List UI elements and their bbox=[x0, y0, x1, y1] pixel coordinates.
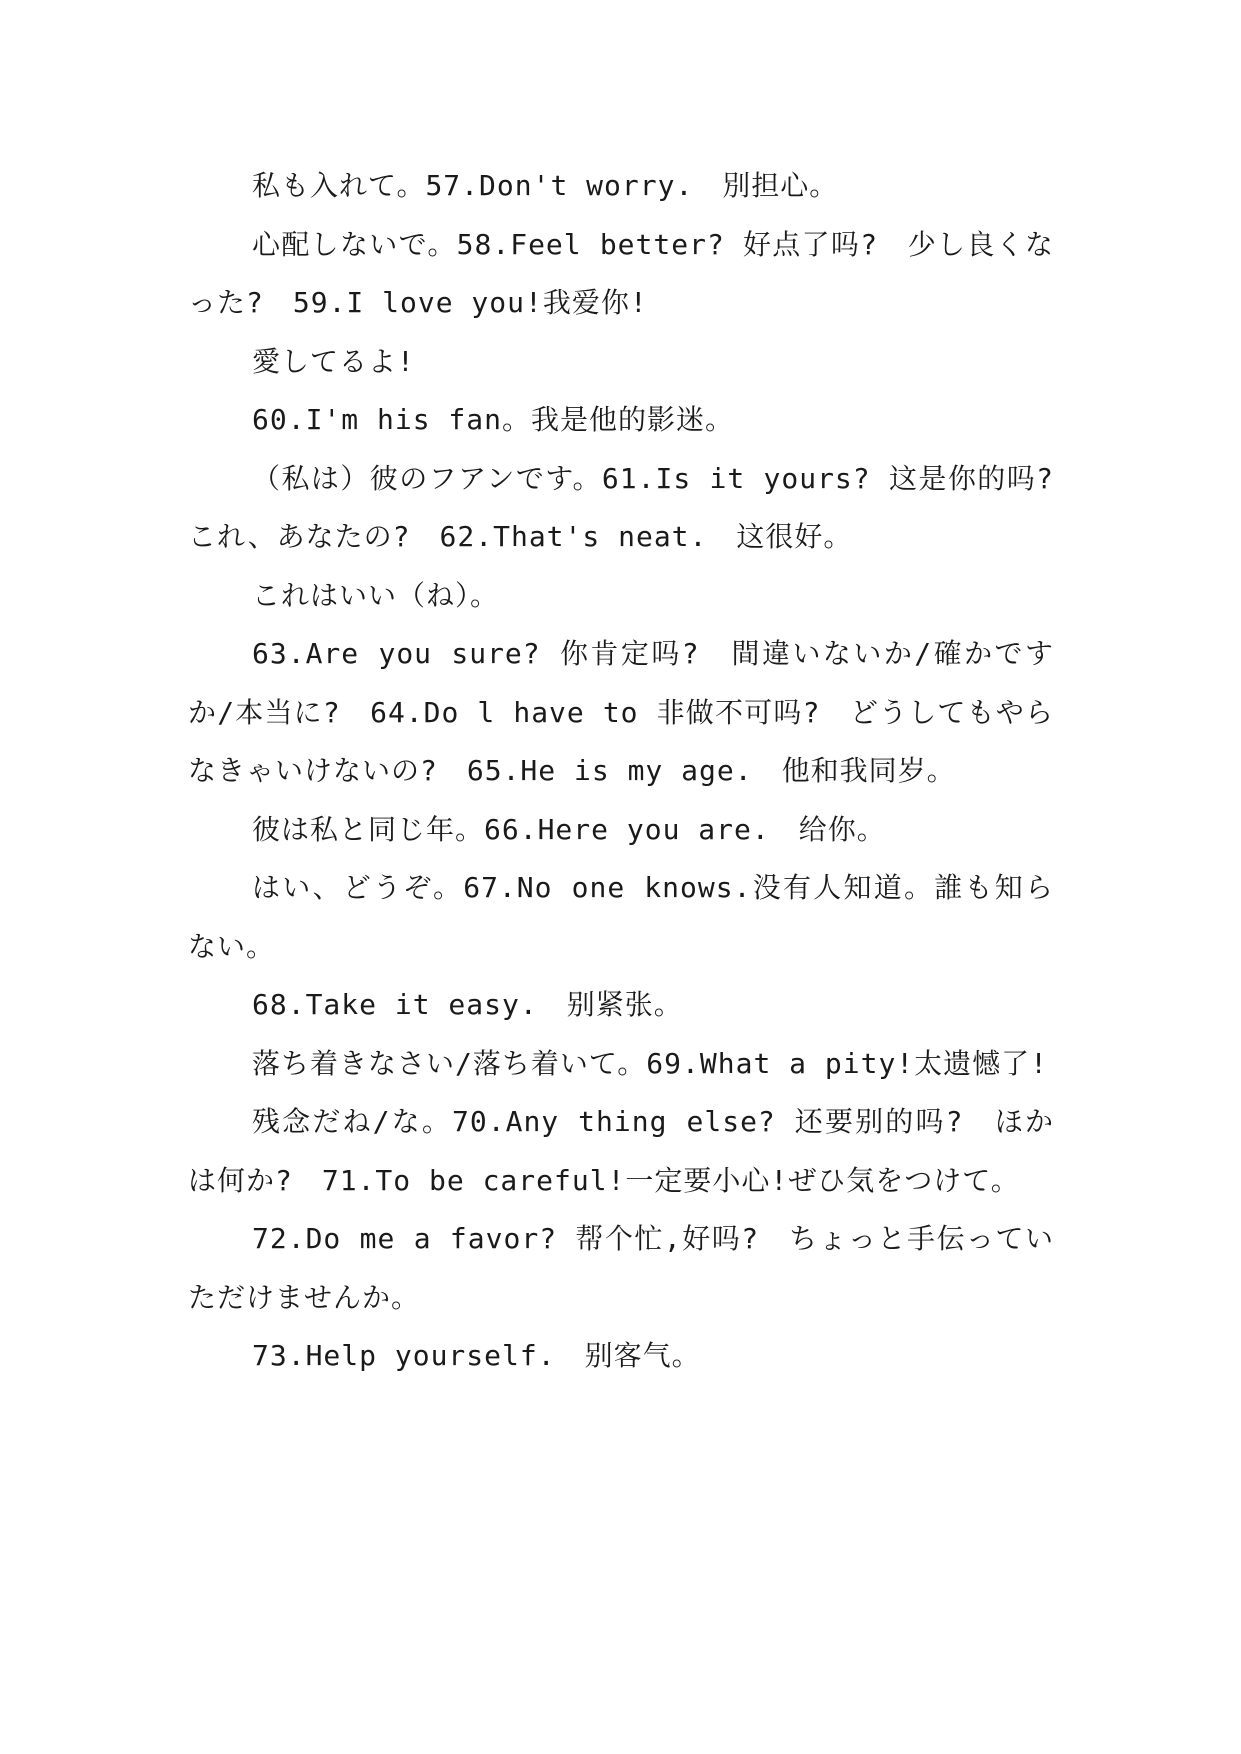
paragraph: 68.Take it easy. 别紧张。 bbox=[252, 988, 683, 1021]
paragraph: これはいい（ね）。 bbox=[252, 578, 500, 612]
paragraph: 心配しないで。58.Feel better? 好点了吗? 少し良くなった? 59.I love you!我爱你! bbox=[188, 227, 1054, 319]
paragraph: 60.I'm his fan。我是他的影迷。 bbox=[252, 403, 735, 436]
paragraph: 落ち着きなさい/落ち着いて。69.What a pity!太遗憾了! bbox=[252, 1046, 1049, 1080]
paragraph: 72.Do me a favor? 帮个忙,好吗? ちょっと手伝っていただけませんか。 bbox=[188, 1222, 1054, 1314]
paragraph: はい、どうぞ。67.No one knows.没有人知道。誰も知らない。 bbox=[188, 871, 1054, 963]
paragraph: （私は）彼のフアンです。61.Is it yours? 这是你的吗? これ、あなたの? 62.That's neat. 这很好。 bbox=[188, 461, 1084, 553]
paragraph: 彼は私と同じ年。66.Here you are. 给你。 bbox=[252, 812, 886, 846]
paragraph: 愛してるよ! bbox=[252, 344, 415, 378]
paragraph: 63.Are you sure? 你肯定吗? 間違いないか/確かですか/本当に? 64.Do l have to 非做不可吗? どうしてもやらなきゃいけないの? 65.He is my age. 他和我同岁。 bbox=[188, 637, 1054, 787]
paragraph: 73.Help yourself. 别客气。 bbox=[252, 1339, 701, 1372]
document-body bbox=[188, 157, 1084, 1386]
paragraph: 残念だね/な。70.Any thing else? 还要别的吗? ほかは何か? 71.To be careful!一定要小心!ぜひ気をつけて。 bbox=[188, 1105, 1054, 1197]
paragraph: 私も入れて。57.Don't worry. 別担心。 bbox=[252, 169, 839, 202]
